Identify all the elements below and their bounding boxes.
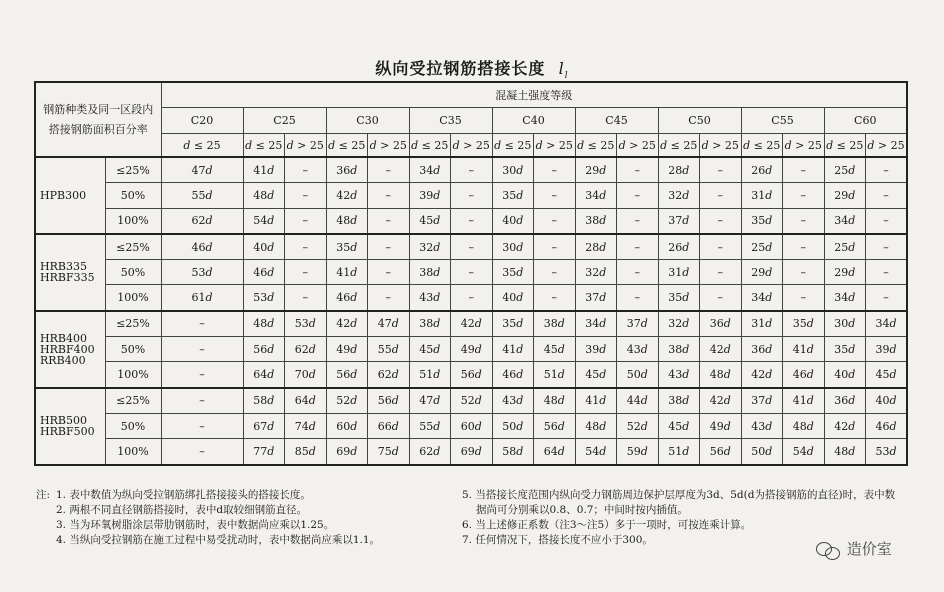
value-cell: 51d	[534, 362, 576, 388]
value-cell: 54d	[243, 208, 285, 234]
value-cell: 70d	[285, 362, 327, 388]
value-cell: 45d	[409, 208, 451, 234]
value-cell: 48d	[326, 208, 368, 234]
grade-header: C35	[409, 108, 492, 134]
value-cell: –	[617, 183, 659, 208]
grade-header: C30	[326, 108, 409, 134]
sub-header: d ≤ 25	[492, 134, 534, 158]
value-cell: 30d	[492, 157, 534, 183]
value-cell: 38d	[658, 388, 700, 414]
value-cell: 46d	[161, 234, 243, 260]
table-row	[35, 157, 907, 183]
percent-cell: 100%	[105, 285, 161, 311]
value-cell: 42d	[326, 311, 368, 337]
value-cell: 40d	[492, 208, 534, 234]
value-cell: 43d	[409, 285, 451, 311]
value-cell: 56d	[700, 439, 742, 465]
value-cell: 64d	[243, 362, 285, 388]
steel-type: HPB300	[35, 157, 105, 234]
value-cell: –	[161, 388, 243, 414]
value-cell: 55d	[409, 413, 451, 438]
value-cell: 58d	[243, 388, 285, 414]
grade-header: C50	[658, 108, 741, 134]
percent-cell: ≤25%	[105, 311, 161, 337]
value-cell: 48d	[243, 183, 285, 208]
value-cell: –	[866, 285, 908, 311]
sub-header: d ≤ 25	[824, 134, 866, 158]
value-cell: 69d	[451, 439, 493, 465]
value-cell: 42d	[451, 311, 493, 337]
value-cell: –	[783, 285, 825, 311]
table-title: 纵向受拉钢筋搭接长度 $l_l$	[375, 59, 569, 82]
value-cell: 62d	[368, 362, 410, 388]
value-cell: 40d	[243, 234, 285, 260]
value-cell: 52d	[617, 413, 659, 438]
strength-header: 混凝土强度等级	[161, 82, 907, 108]
sub-header: d > 25	[534, 134, 576, 158]
value-cell: 69d	[326, 439, 368, 465]
value-cell: 35d	[824, 337, 866, 362]
percent-cell: 50%	[105, 183, 161, 208]
value-cell: 66d	[368, 413, 410, 438]
value-cell: –	[451, 234, 493, 260]
value-cell: –	[866, 208, 908, 234]
value-cell: –	[534, 208, 576, 234]
value-cell: –	[534, 157, 576, 183]
value-cell: –	[161, 413, 243, 438]
table-row	[35, 413, 907, 438]
value-cell: 35d	[741, 208, 783, 234]
value-cell: 53d	[285, 311, 327, 337]
percent-cell: ≤25%	[105, 234, 161, 260]
value-cell: 37d	[741, 388, 783, 414]
value-cell: 53d	[866, 439, 908, 465]
value-cell: 60d	[326, 413, 368, 438]
value-cell: –	[285, 183, 327, 208]
value-cell: 38d	[534, 311, 576, 337]
value-cell: –	[368, 157, 410, 183]
percent-cell: 100%	[105, 208, 161, 234]
table-row	[35, 337, 907, 362]
grade-header: C60	[824, 108, 907, 134]
value-cell: 25d	[741, 234, 783, 260]
value-cell: 28d	[658, 157, 700, 183]
value-cell: 41d	[575, 388, 617, 414]
value-cell: 49d	[326, 337, 368, 362]
value-cell: 46d	[326, 285, 368, 311]
value-cell: 52d	[451, 388, 493, 414]
value-cell: 60d	[451, 413, 493, 438]
value-cell: 42d	[326, 183, 368, 208]
value-cell: –	[700, 157, 742, 183]
value-cell: 54d	[783, 439, 825, 465]
value-cell: 64d	[285, 388, 327, 414]
value-cell: 47d	[161, 157, 243, 183]
value-cell: –	[285, 234, 327, 260]
value-cell: 41d	[783, 388, 825, 414]
value-cell: 42d	[824, 413, 866, 438]
value-cell: 61d	[161, 285, 243, 311]
percent-cell: 50%	[105, 260, 161, 285]
value-cell: 55d	[368, 337, 410, 362]
value-cell: 48d	[575, 413, 617, 438]
sub-header: d ≤ 25	[658, 134, 700, 158]
value-cell: –	[161, 439, 243, 465]
percent-cell: 100%	[105, 362, 161, 388]
value-cell: 40d	[492, 285, 534, 311]
sub-header: d > 25	[700, 134, 742, 158]
value-cell: 38d	[658, 337, 700, 362]
value-cell: 40d	[824, 362, 866, 388]
value-cell: 51d	[409, 362, 451, 388]
value-cell: 50d	[741, 439, 783, 465]
value-cell: 34d	[824, 285, 866, 311]
value-cell: 39d	[866, 337, 908, 362]
value-cell: –	[368, 208, 410, 234]
table-row	[35, 285, 907, 311]
value-cell: 48d	[534, 388, 576, 414]
value-cell: 62d	[409, 439, 451, 465]
value-cell: 42d	[741, 362, 783, 388]
value-cell: –	[368, 260, 410, 285]
sub-header: d ≤ 25	[741, 134, 783, 158]
sub-header: d > 25	[617, 134, 659, 158]
grade-header: C25	[243, 108, 326, 134]
value-cell: –	[617, 234, 659, 260]
note-item: 6. 当上述修正系数（注3～注5）多于一项时，可按连乘计算。	[462, 519, 752, 531]
value-cell: 50d	[492, 413, 534, 438]
value-cell: 31d	[658, 260, 700, 285]
value-cell: –	[866, 157, 908, 183]
grade-header: C55	[741, 108, 824, 134]
value-cell: –	[285, 285, 327, 311]
value-cell: 31d	[741, 183, 783, 208]
value-cell: 26d	[658, 234, 700, 260]
value-cell: 45d	[658, 413, 700, 438]
value-cell: 34d	[824, 208, 866, 234]
value-cell: 37d	[617, 311, 659, 337]
value-cell: 34d	[866, 311, 908, 337]
value-cell: –	[368, 285, 410, 311]
value-cell: 34d	[409, 157, 451, 183]
value-cell: –	[368, 234, 410, 260]
value-cell: 35d	[492, 311, 534, 337]
value-cell: –	[700, 183, 742, 208]
value-cell: 35d	[783, 311, 825, 337]
value-cell: 48d	[700, 362, 742, 388]
note-item: 2. 两根不同直径钢筋搭接时，表中d取较细钢筋直径。	[56, 504, 308, 516]
value-cell: 46d	[492, 362, 534, 388]
value-cell: 45d	[575, 362, 617, 388]
steel-type: HRB335 HRBF335	[35, 234, 105, 311]
table-row	[35, 311, 907, 337]
value-cell: 30d	[824, 311, 866, 337]
value-cell: 56d	[243, 337, 285, 362]
value-cell: 37d	[575, 285, 617, 311]
value-cell: 75d	[368, 439, 410, 465]
corner-header: 钢筋种类及同一区段内 搭接钢筋面积百分率	[35, 82, 161, 157]
value-cell: –	[285, 260, 327, 285]
value-cell: 59d	[617, 439, 659, 465]
value-cell: 49d	[700, 413, 742, 438]
value-cell: 48d	[783, 413, 825, 438]
note-item: 1. 表中数值为纵向受拉钢筋绑扎搭接接头的搭接长度。	[56, 489, 311, 501]
value-cell: 77d	[243, 439, 285, 465]
value-cell: 34d	[575, 183, 617, 208]
value-cell: 43d	[617, 337, 659, 362]
value-cell: 46d	[243, 260, 285, 285]
value-cell: 50d	[617, 362, 659, 388]
value-cell: 29d	[575, 157, 617, 183]
table-row	[35, 183, 907, 208]
value-cell: 29d	[824, 183, 866, 208]
value-cell: –	[451, 260, 493, 285]
watermark: 造价室	[816, 538, 892, 560]
value-cell: –	[451, 285, 493, 311]
value-cell: 36d	[326, 157, 368, 183]
grade-header: C40	[492, 108, 575, 134]
value-cell: 51d	[658, 439, 700, 465]
value-cell: 43d	[658, 362, 700, 388]
value-cell: 43d	[741, 413, 783, 438]
value-cell: 41d	[783, 337, 825, 362]
value-cell: –	[451, 183, 493, 208]
value-cell: 43d	[492, 388, 534, 414]
value-cell: 56d	[368, 388, 410, 414]
value-cell: –	[617, 208, 659, 234]
value-cell: –	[866, 183, 908, 208]
value-cell: –	[783, 208, 825, 234]
value-cell: 26d	[741, 157, 783, 183]
value-cell: –	[451, 157, 493, 183]
value-cell: 40d	[866, 388, 908, 414]
value-cell: 38d	[575, 208, 617, 234]
value-cell: 34d	[741, 285, 783, 311]
value-cell: 85d	[285, 439, 327, 465]
steel-type: HRB400 HRBF400 RRB400	[35, 311, 105, 388]
percent-cell: 100%	[105, 439, 161, 465]
note-item: 3. 当为环氧树脂涂层带肋钢筋时，表中数据尚应乘以1.25。	[56, 519, 335, 531]
value-cell: 35d	[658, 285, 700, 311]
value-cell: –	[161, 362, 243, 388]
note-item: 5. 当搭接长度范围内纵向受力钢筋周边保护层厚度为3d、5d(d为搭接钢筋的直径)时，表中数据尚可分别乘以0.8、0.7；中间时按内插值。	[462, 489, 896, 516]
value-cell: 35d	[326, 234, 368, 260]
sub-header: d > 25	[451, 134, 493, 158]
value-cell: 41d	[243, 157, 285, 183]
lap-length-table	[34, 81, 908, 466]
value-cell: –	[617, 157, 659, 183]
value-cell: –	[783, 183, 825, 208]
steel-type: HRB500 HRBF500	[35, 388, 105, 465]
value-cell: 25d	[824, 234, 866, 260]
value-cell: 32d	[409, 234, 451, 260]
value-cell: 47d	[368, 311, 410, 337]
value-cell: 36d	[700, 311, 742, 337]
value-cell: 39d	[409, 183, 451, 208]
value-cell: 36d	[741, 337, 783, 362]
value-cell: 44d	[617, 388, 659, 414]
value-cell: 28d	[575, 234, 617, 260]
value-cell: 74d	[285, 413, 327, 438]
sub-header: d ≤ 25	[243, 134, 285, 158]
sub-header: d > 25	[285, 134, 327, 158]
value-cell: –	[534, 234, 576, 260]
value-cell: 32d	[658, 183, 700, 208]
sub-header: d > 25	[783, 134, 825, 158]
table-row	[35, 439, 907, 465]
value-cell: 64d	[534, 439, 576, 465]
value-cell: 38d	[409, 311, 451, 337]
value-cell: –	[161, 311, 243, 337]
value-cell: 35d	[492, 260, 534, 285]
value-cell: –	[534, 260, 576, 285]
value-cell: 37d	[658, 208, 700, 234]
table-row	[35, 234, 907, 260]
value-cell: 41d	[492, 337, 534, 362]
value-cell: –	[285, 208, 327, 234]
sub-header: d ≤ 25	[575, 134, 617, 158]
table-row	[35, 208, 907, 234]
value-cell: 45d	[534, 337, 576, 362]
percent-cell: ≤25%	[105, 388, 161, 414]
sub-header: d ≤ 25	[161, 134, 243, 158]
value-cell: 45d	[866, 362, 908, 388]
value-cell: –	[700, 208, 742, 234]
value-cell: 58d	[492, 439, 534, 465]
value-cell: –	[700, 260, 742, 285]
value-cell: 32d	[575, 260, 617, 285]
note-item: 4. 当纵向受拉钢筋在施工过程中易受扰动时，表中数据尚应乘以1.1。	[56, 534, 381, 546]
value-cell: 30d	[492, 234, 534, 260]
value-cell: –	[368, 183, 410, 208]
value-cell: –	[783, 234, 825, 260]
value-cell: –	[700, 234, 742, 260]
value-cell: 52d	[326, 388, 368, 414]
value-cell: –	[285, 157, 327, 183]
value-cell: 49d	[451, 337, 493, 362]
value-cell: –	[783, 260, 825, 285]
value-cell: 41d	[326, 260, 368, 285]
value-cell: 46d	[866, 413, 908, 438]
value-cell: 29d	[824, 260, 866, 285]
value-cell: 42d	[700, 388, 742, 414]
table-row	[35, 362, 907, 388]
sub-header: d ≤ 25	[409, 134, 451, 158]
value-cell: 56d	[534, 413, 576, 438]
value-cell: 32d	[658, 311, 700, 337]
value-cell: –	[866, 234, 908, 260]
value-cell: 31d	[741, 311, 783, 337]
value-cell: 48d	[243, 311, 285, 337]
value-cell: 53d	[161, 260, 243, 285]
value-cell: 55d	[161, 183, 243, 208]
grade-header: C20	[161, 108, 243, 134]
grade-header: C45	[575, 108, 658, 134]
value-cell: 62d	[285, 337, 327, 362]
value-cell: 48d	[824, 439, 866, 465]
percent-cell: 50%	[105, 413, 161, 438]
value-cell: –	[700, 285, 742, 311]
value-cell: 46d	[783, 362, 825, 388]
value-cell: 34d	[575, 311, 617, 337]
value-cell: 45d	[409, 337, 451, 362]
sub-header: d > 25	[368, 134, 410, 158]
value-cell: 56d	[451, 362, 493, 388]
value-cell: –	[451, 208, 493, 234]
value-cell: 38d	[409, 260, 451, 285]
notes-left	[36, 488, 456, 548]
value-cell: 53d	[243, 285, 285, 311]
value-cell: 35d	[492, 183, 534, 208]
value-cell: 36d	[824, 388, 866, 414]
note-item: 7. 任何情况下，搭接长度不应小于300。	[462, 534, 653, 546]
table-row	[35, 260, 907, 285]
value-cell: 39d	[575, 337, 617, 362]
value-cell: –	[617, 260, 659, 285]
value-cell: 42d	[700, 337, 742, 362]
wechat-icon	[816, 540, 842, 560]
value-cell: –	[866, 260, 908, 285]
percent-cell: 50%	[105, 337, 161, 362]
percent-cell: ≤25%	[105, 157, 161, 183]
value-cell: 67d	[243, 413, 285, 438]
value-cell: –	[617, 285, 659, 311]
notes-label: 注:	[36, 489, 51, 501]
value-cell: 56d	[326, 362, 368, 388]
sub-header: d ≤ 25	[326, 134, 368, 158]
value-cell: 47d	[409, 388, 451, 414]
value-cell: –	[783, 157, 825, 183]
value-cell: 54d	[575, 439, 617, 465]
sub-header: d > 25	[866, 134, 908, 158]
value-cell: –	[534, 285, 576, 311]
value-cell: –	[534, 183, 576, 208]
value-cell: 25d	[824, 157, 866, 183]
table-row	[35, 388, 907, 414]
value-cell: –	[161, 337, 243, 362]
value-cell: 62d	[161, 208, 243, 234]
value-cell: 29d	[741, 260, 783, 285]
